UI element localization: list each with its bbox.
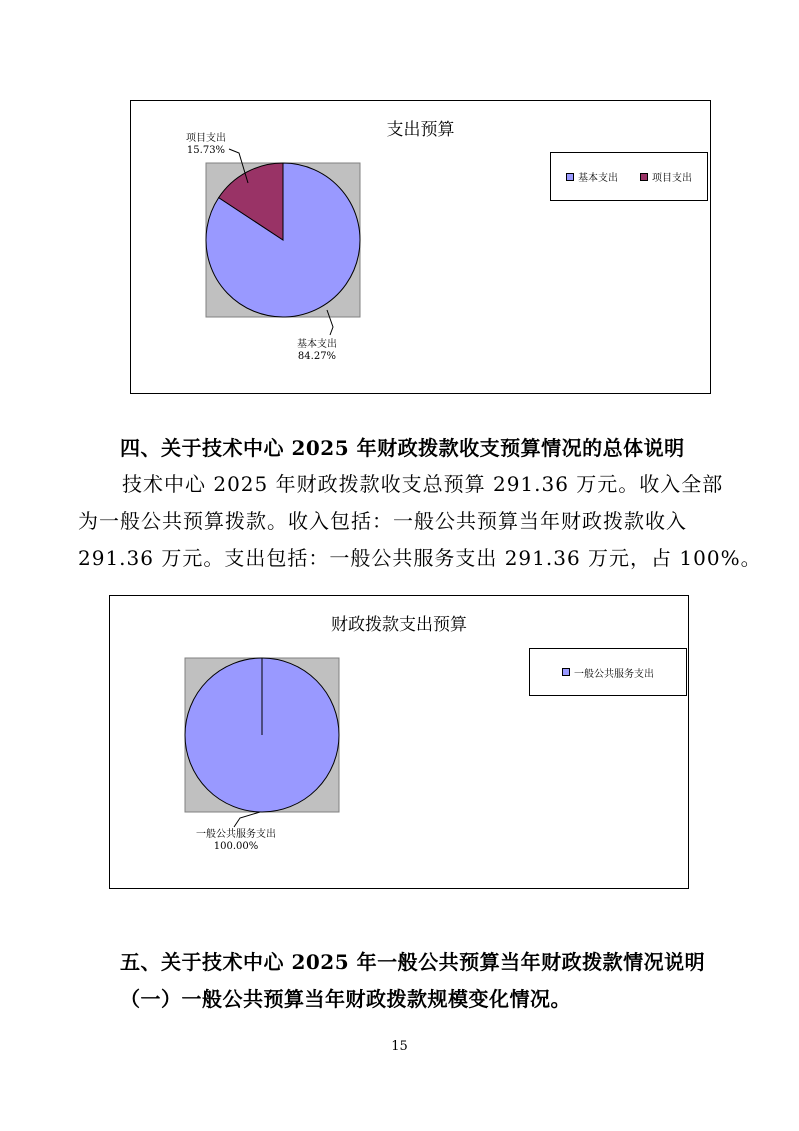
expenditure-budget-chart (130, 100, 711, 394)
chart-title: 财政拨款支出预算 (331, 615, 467, 635)
data-label-category: 项目支出 (186, 133, 226, 144)
data-label-category: 一般公共服务支出 (196, 829, 276, 840)
section-heading: 五、关于技术中心 2025 年一般公共预算当年财政拨款情况说明 (120, 950, 706, 974)
pie-chart-plot (110, 596, 688, 888)
chart-title: 支出预算 (386, 120, 455, 140)
legend-label: 一般公共服务支出 (574, 668, 654, 680)
paragraph-line: 技术中心 2025 年财政拨款收支总预算 291.36 万元。收入全部 (122, 472, 724, 496)
section-subheading: （一）一般公共预算当年财政拨款规模变化情况。 (120, 987, 571, 1011)
legend-item-basic (566, 169, 618, 184)
fiscal-appropriation-expenditure-chart (109, 595, 689, 889)
legend-label: 项目支出 (652, 173, 692, 184)
legend-item-project (640, 169, 692, 184)
legend-swatch (562, 668, 570, 676)
data-label-value: 15.73% (186, 145, 226, 156)
paragraph-line: 291.36 万元。支出包括：一般公共服务支出 291.36 万元，占 100%。 (78, 546, 762, 570)
legend-label: 基本支出 (578, 173, 618, 184)
leader-line-0 (234, 812, 260, 827)
paragraph-line: 为一般公共预算拨款。收入包括：一般公共预算当年财政拨款收入 (78, 509, 687, 533)
data-label-category: 基本支出 (297, 339, 337, 350)
chart-legend (529, 648, 687, 696)
data-label-value: 84.27% (297, 351, 337, 362)
chart-legend (550, 152, 708, 201)
legend-swatch-project (640, 173, 648, 181)
data-label-value: 100.00% (213, 841, 259, 852)
legend-item-general-public-service (562, 665, 654, 680)
page-number: 15 (391, 1039, 408, 1054)
legend-swatch-basic (566, 173, 574, 181)
section-heading: 四、关于技术中心 2025 年财政拨款收支预算情况的总体说明 (120, 436, 685, 460)
pie-chart-plot (131, 101, 710, 393)
